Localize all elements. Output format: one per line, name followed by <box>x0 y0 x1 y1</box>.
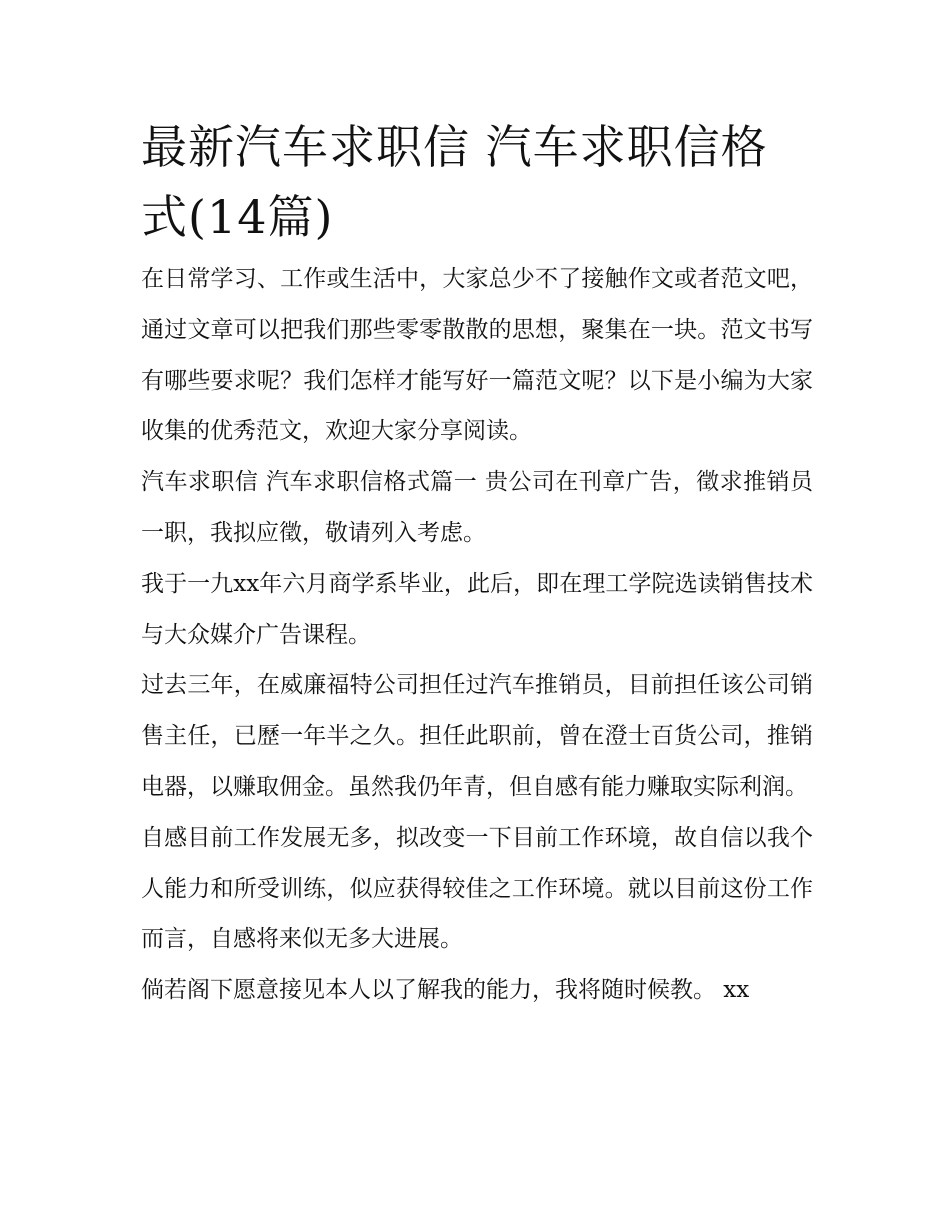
document-body <box>141 254 813 1016</box>
document-title: 最新汽车求职信 汽车求职信格式(14篇) <box>141 120 768 244</box>
paragraph-experience: 过去三年，在威廉福特公司担任过汽车推销员，目前担任该公司销售主任，已歷一年半之久。担任此职前，曾在澄士百货公司，推销电器，以赚取佣金。虽然我仍年青，但自感有能力赚取实际利润。 <box>141 672 813 800</box>
document-content <box>141 112 813 1016</box>
paragraph-motivation: 自感目前工作发展无多，拟改变一下目前工作环境，故自信以我个人能力和所受训练，似应获得较佳之工作环境。就以目前这份工作而言，自感将来似无多大进展。 <box>141 824 813 953</box>
paragraph-intro: 在日常学习、工作或生活中，大家总少不了接触作文或者范文吧，通过文章可以把我们那些零零散散的思想，聚集在一块。范文书写有哪些要求呢？我们怎样才能写好一篇范文呢？以下是小编为大家收集的优秀范文，欢迎大家分享阅读。 <box>141 266 813 445</box>
paragraph-application: 汽车求职信 汽车求职信格式篇一 贵公司在刊章广告，徵求推销员一职，我拟应徵，敬请列入考虑。 <box>141 469 813 546</box>
paragraph-education: 我于一九xx年六月商学系毕业，此后，即在理工学院选读销售技术与大众媒介广告课程。 <box>141 570 813 648</box>
paragraph-closing: 倘若阁下愿意接见本人以了解我的能力，我将随时候教。 xx <box>141 977 750 1004</box>
